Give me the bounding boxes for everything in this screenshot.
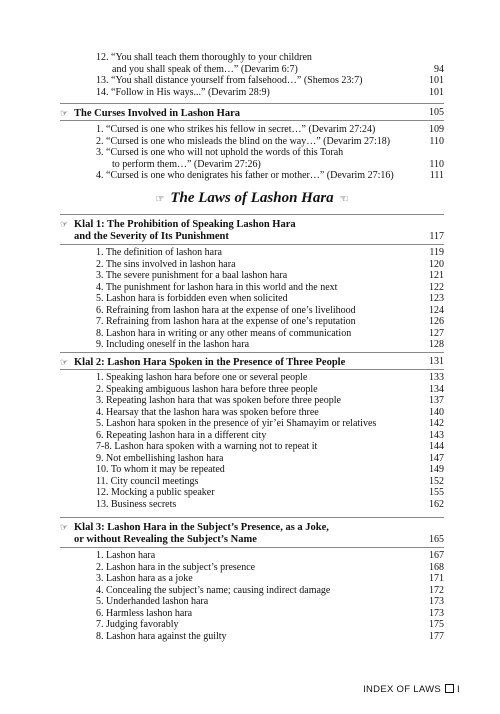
intro-list bbox=[60, 52, 444, 98]
list-item: and you shall speak of them…” (Devarim 6:7) 94 bbox=[112, 63, 444, 75]
klal-3-list bbox=[60, 550, 444, 642]
klal-2-list bbox=[60, 372, 444, 510]
list-item: 3. The severe punishment for a baal lashon hara 121 bbox=[96, 270, 444, 281]
list-item: 12. Mocking a public speaker 155 bbox=[96, 487, 444, 498]
list-item: 3. Repeating lashon hara that was spoken before three people 137 bbox=[96, 395, 444, 406]
list-item: 9. Including oneself in the lashon hara 128 bbox=[96, 339, 444, 350]
list-item: 1. Lashon hara 167 bbox=[96, 550, 444, 561]
square-icon bbox=[445, 684, 454, 693]
divider bbox=[60, 352, 444, 353]
divider bbox=[60, 244, 444, 245]
klal-3-heading bbox=[60, 521, 444, 546]
footer-label: INDEX OF LAWS bbox=[363, 684, 442, 695]
divider bbox=[60, 214, 444, 215]
list-item: 7. Refraining from lashon hara at the expense of one’s reputation 126 bbox=[96, 316, 444, 327]
list-item: 14. “Follow in His ways...” (Devarim 28:9) 101 bbox=[96, 86, 444, 98]
list-item: 4. “Cursed is one who denigrates his father or mother…” (Devarim 27:16) 111 bbox=[96, 170, 444, 181]
list-item: 4. Hearsay that the lashon hara was spoken before three 140 bbox=[96, 406, 444, 418]
page-footer bbox=[363, 684, 460, 695]
list-item: 1. Speaking lashon hara before one or several people 133 bbox=[96, 372, 444, 383]
list-item: 4. Concealing the subject’s name; causing indirect damage 172 bbox=[96, 584, 444, 596]
curses-list bbox=[60, 124, 444, 182]
divider bbox=[60, 517, 444, 518]
divider bbox=[60, 120, 444, 121]
list-item: 1. “Cursed is one who strikes his fellow in secret…” (Devarim 27:24) 109 bbox=[96, 124, 444, 135]
hand-pointer-icon: ☞ bbox=[60, 357, 69, 367]
list-item: 6. Harmless lashon hara 173 bbox=[96, 607, 444, 619]
list-item: 7-8. Lashon hara spoken with a warning not to repeat it 144 bbox=[96, 441, 444, 452]
hand-pointer-left-icon: ☜ bbox=[339, 194, 349, 205]
divider bbox=[60, 369, 444, 370]
page-numeral: I bbox=[457, 684, 460, 695]
klal-1-list bbox=[60, 247, 444, 351]
section-title: ☞ The Laws of Lashon Hara ☜ bbox=[60, 190, 444, 207]
list-item: 5. Lashon hara spoken in the presence of yir’ei Shamayim or relatives 142 bbox=[96, 418, 444, 429]
section-heading: ☞ Klal 2: Lashon Hara Spoken in the Presence of Three People 131 bbox=[60, 356, 444, 368]
section-heading: or without Revealing the Subject’s Name 165 bbox=[74, 534, 444, 545]
list-item: 7. Judging favorably 175 bbox=[96, 619, 444, 630]
klal-1-heading bbox=[60, 218, 444, 243]
section-heading: ☞ Klal 3: Lashon Hara in the Subject’s Presence, as a Joke, bbox=[60, 522, 329, 533]
section-heading: and the Severity of Its Punishment 117 bbox=[74, 231, 444, 242]
list-item: 4. The punishment for lashon hara in this world and the next 122 bbox=[96, 281, 444, 293]
list-item: 5. Lashon hara is forbidden even when solicited 123 bbox=[96, 293, 444, 304]
divider bbox=[60, 103, 444, 104]
list-item: 12. “You shall teach them thoroughly to your children bbox=[96, 52, 312, 63]
list-item: 2. Speaking ambiguous lashon hara before three people 134 bbox=[96, 383, 444, 395]
section-heading: ☞ The Curses Involved in Lashon Hara 105 bbox=[60, 107, 444, 119]
list-item: 11. City council meetings 152 bbox=[96, 475, 444, 487]
list-item: 1. The definition of lashon hara 119 bbox=[96, 247, 444, 258]
list-item: 9. Not embellishing lashon hara 147 bbox=[96, 452, 444, 464]
hand-pointer-icon: ☞ bbox=[60, 522, 69, 532]
list-item: 13. “You shall distance yourself from falsehood…” (Shemos 23:7) 101 bbox=[96, 75, 444, 86]
list-item: 3. “Cursed is one who will not uphold the words of this Torah bbox=[96, 147, 344, 158]
list-item: 8. Lashon hara against the guilty 177 bbox=[96, 630, 444, 642]
klal-2-heading bbox=[60, 356, 444, 369]
hand-pointer-icon: ☞ bbox=[155, 194, 165, 205]
divider bbox=[60, 547, 444, 548]
list-item: 6. Repeating lashon hara in a different city 143 bbox=[96, 429, 444, 441]
list-item: 8. Lashon hara in writing or any other means of communication 127 bbox=[96, 327, 444, 339]
list-item: 5. Underhanded lashon hara 173 bbox=[96, 596, 444, 607]
list-item: 3. Lashon hara as a joke 171 bbox=[96, 573, 444, 584]
list-item: 10. To whom it may be repeated 149 bbox=[96, 464, 444, 475]
list-item: 6. Refraining from lashon hara at the expense of one’s livelihood 124 bbox=[96, 304, 444, 316]
hand-pointer-icon: ☞ bbox=[60, 219, 69, 229]
section-heading: ☞ Klal 1: The Prohibition of Speaking Lashon Hara bbox=[60, 219, 296, 230]
list-item: 2. “Cursed is one who misleads the blind on the way…” (Devarim 27:18) 110 bbox=[96, 135, 444, 147]
hand-pointer-icon: ☞ bbox=[60, 108, 69, 118]
list-item: to perform them…” (Devarim 27:26) 110 bbox=[112, 158, 444, 170]
list-item: 13. Business secrets 162 bbox=[96, 498, 444, 510]
list-item: 2. The sins involved in lashon hara 120 bbox=[96, 258, 444, 270]
list-item: 2. Lashon hara in the subject’s presence 168 bbox=[96, 561, 444, 573]
curses-section bbox=[60, 107, 444, 120]
